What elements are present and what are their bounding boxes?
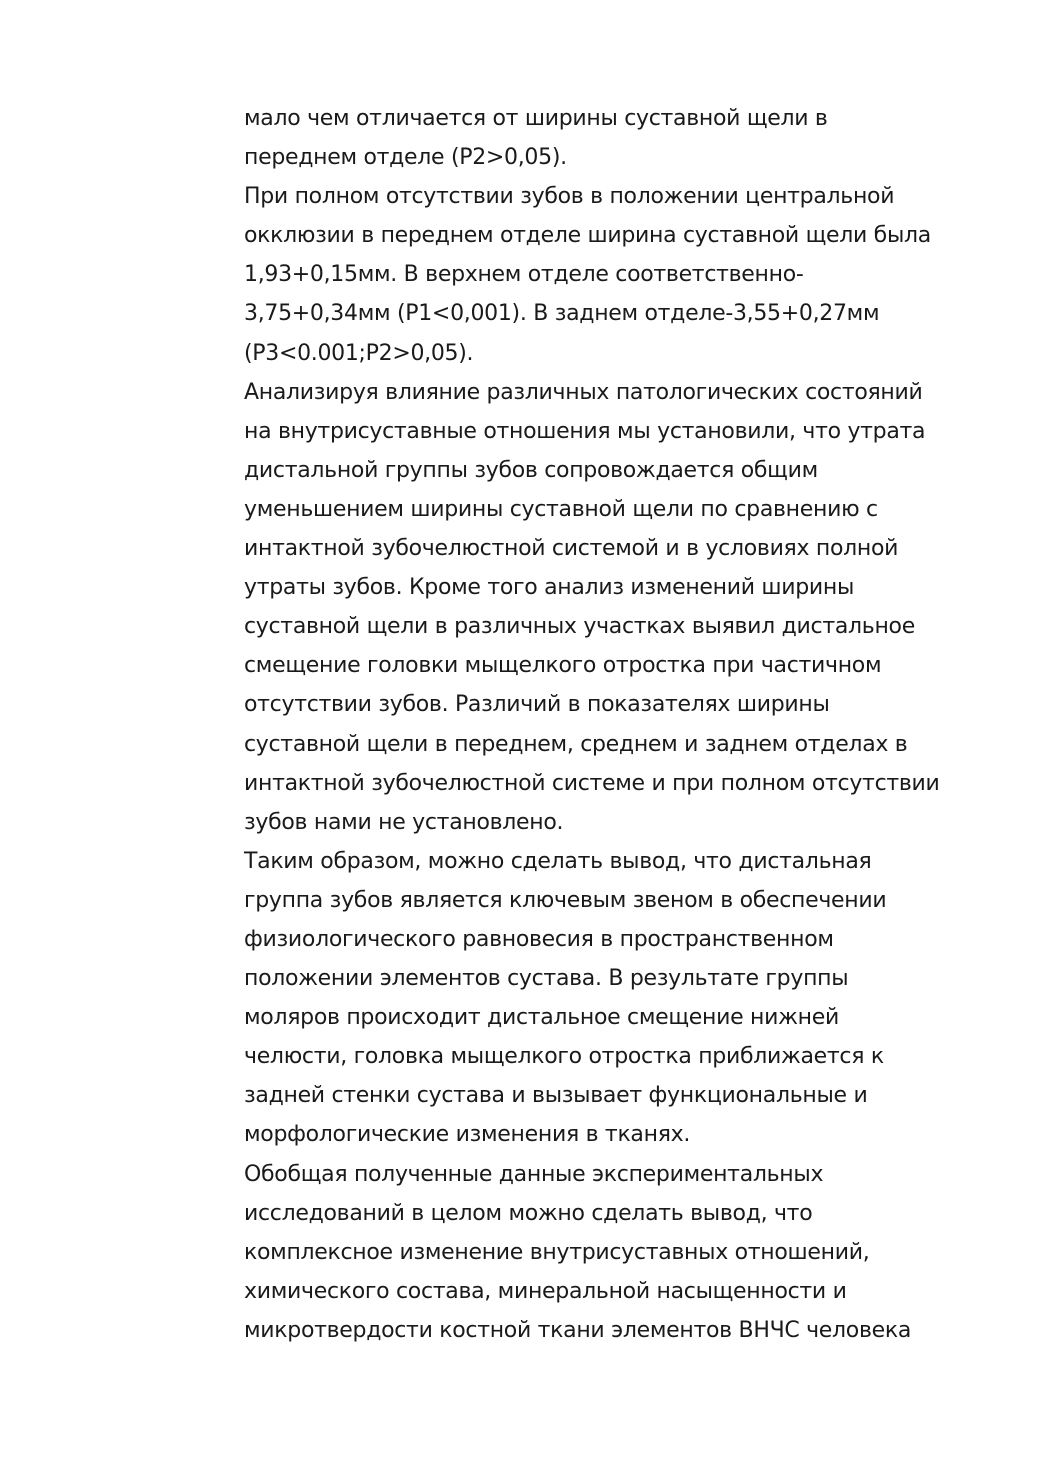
text-line: химического состава, минеральной насыщенности и xyxy=(244,1278,847,1304)
text-line: физиологического равновесия в пространственном xyxy=(244,926,834,952)
text-line: интактной зубочелюстной системе и при полном отсутствии xyxy=(244,770,940,796)
text-line: (P3<0.001;P2>0,05). xyxy=(244,340,474,366)
text-line: суставной щели в переднем, среднем и заднем отделах в xyxy=(244,731,908,757)
text-line: дистальной группы зубов сопровождается общим xyxy=(244,457,818,483)
text-line: морфологические изменения в тканях. xyxy=(244,1122,691,1148)
text-line: 3,75+0,34мм (P1<0,001). В заднем отделе-3,55+0,27мм xyxy=(244,301,880,327)
text-line: уменьшением ширины суставной щели по сравнению с xyxy=(244,496,878,522)
text-line: моляров происходит дистальное смещение нижней xyxy=(244,1005,839,1031)
text-line: окклюзии в переднем отделе ширина суставной щели была xyxy=(244,223,931,249)
text-line: Анализируя влияние различных патологических состояний xyxy=(244,379,923,405)
body-text xyxy=(244,99,1004,1350)
text-line: интактной зубочелюстной системой и в условиях полной xyxy=(244,536,899,562)
text-line: Таким образом, можно сделать вывод, что дистальная xyxy=(244,848,872,874)
text-line: Обобщая полученные данные экспериментальных xyxy=(244,1161,824,1187)
text-line: При полном отсутствии зубов в положении центральной xyxy=(244,184,895,210)
text-line: отсутствии зубов. Различий в показателях ширины xyxy=(244,692,830,718)
text-line: мало чем отличается от ширины суставной щели в xyxy=(244,106,828,131)
text-line: комплексное изменение внутрисуставных отношений, xyxy=(244,1239,870,1265)
text-line: исследований в целом можно сделать вывод, что xyxy=(244,1200,813,1226)
text-line: 1,93+0,15мм. В верхнем отделе соответственно- xyxy=(244,262,804,288)
text-line: зубов нами не установлено. xyxy=(244,809,564,835)
text-line: положении элементов сустава. В результате группы xyxy=(244,966,849,992)
text-line: группа зубов является ключевым звеном в обеспечении xyxy=(244,887,887,913)
text-line: челюсти, головка мыщелкого отростка приближается к xyxy=(244,1044,884,1070)
text-line: переднем отделе (P2>0,05). xyxy=(244,145,567,171)
text-line: на внутрисуставные отношения мы установили, что утрата xyxy=(244,418,926,444)
text-line: задней стенки сустава и вызывает функциональные и xyxy=(244,1083,868,1109)
text-line: суставной щели в различных участках выявил дистальное xyxy=(244,614,915,640)
text-line: смещение головки мыщелкого отростка при частичном xyxy=(244,653,882,679)
text-line: микротвердости костной ткани элементов ВНЧС человека xyxy=(244,1317,912,1343)
text-line: утраты зубов. Кроме того анализ изменений ширины xyxy=(244,575,855,601)
